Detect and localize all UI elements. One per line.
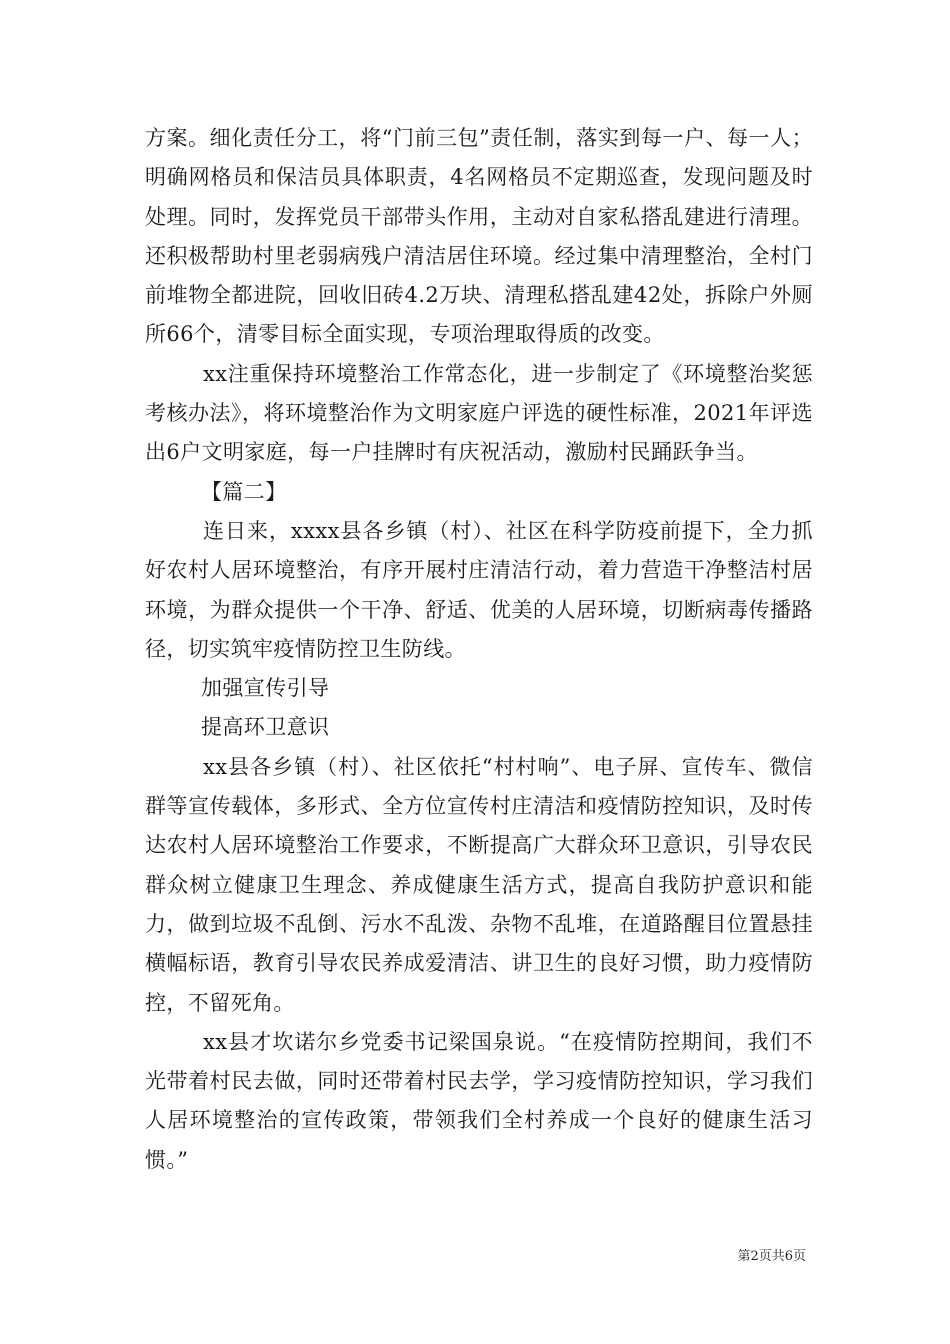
- subheading-improve-awareness: 提高环卫意识: [201, 715, 330, 740]
- paragraph-1: 方案。细化责任分工，将“门前三包”责任制，落实到每一户、每一人；明确网格员和保洁员具体职责，4名网格员不定期巡查，发现问题及时处理。同时，发挥党员干部带头作用，主动对自家私搭乱建进行清理。还积极帮助村里老弱病残户清洁居住环境。经过集中清理整治，全村门前堆物全都进院，回收旧砖4.2万块、清理私搭乱建42处，拆除户外厕所66个，清零目标全面实现，专项治理取得质的改变。: [145, 126, 813, 347]
- paragraph-2: xx注重保持环境整治工作常态化，进一步制定了《环境整治奖惩考核办法》，将环境整治作为文明家庭户评选的硬性标准，2021年评选出6户文明家庭，每一户挂牌时有庆祝活动，激励村民踊跃争当。: [145, 361, 813, 465]
- document-body: [145, 119, 813, 1180]
- page-number-footer: 第2页共6页: [737, 1249, 806, 1264]
- paragraph-4: xx县各乡镇（村）、社区依托“村村响”、电子屏、宣传车、微信群等宣传载体，多形式、全方位宣传村庄清洁和疫情防控知识，及时传达农村人居环境整治工作要求，不断提高广大群众环卫意识，引导农民群众树立健康卫生理念、养成健康生活方式，提高自我防护意识和能力，做到垃圾不乱倒、污水不乱泼、杂物不乱堆，在道路醒目位置悬挂横幅标语，教育引导农民养成爱清洁、讲卫生的良好习惯，助力疫情防控，不留死角。: [145, 754, 813, 1015]
- section-heading-part-two: 【篇二】: [201, 479, 287, 504]
- paragraph-5: xx县才坎诺尔乡党委书记梁国泉说。“在疫情防控期间，我们不光带着村民去做，同时还带着村民去学，学习疫情防控知识，学习我们人居环境整治的宣传政策，带领我们全村养成一个良好的健康生活习惯。”: [145, 1029, 813, 1172]
- paragraph-3: 连日来，xxxx县各乡镇（村）、社区在科学防疫前提下，全力抓好农村人居环境整治，有序开展村庄清洁行动，着力营造干净整洁村居环境，为群众提供一个干净、舒适、优美的人居环境，切断病毒传播路径，切实筑牢疫情防控卫生防线。: [145, 518, 813, 661]
- subheading-strengthen-publicity: 加强宣传引导: [201, 676, 330, 701]
